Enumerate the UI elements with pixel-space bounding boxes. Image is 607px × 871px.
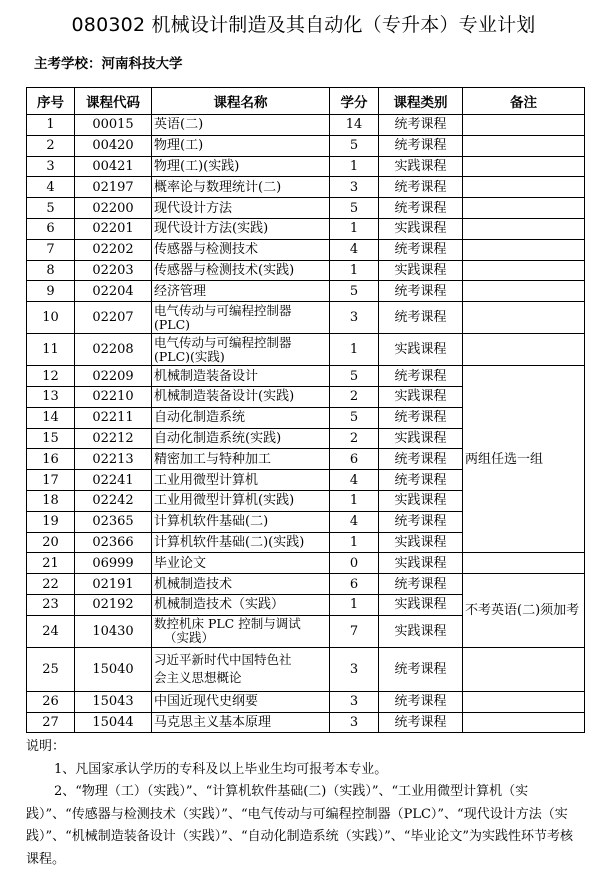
- table-row: [27, 691, 585, 712]
- cell-credit: 1: [330, 532, 379, 553]
- cell-name-line2: (PLC)(实践): [154, 348, 225, 364]
- cell-type: 实践课程: [379, 553, 463, 574]
- cell-no: 9: [27, 281, 75, 302]
- cell-name: 精密加工与特种加工: [152, 449, 330, 470]
- cell-credit: 6: [330, 449, 379, 470]
- cell-name-line2: （实践）: [164, 630, 215, 646]
- cell-code: 02202: [75, 239, 152, 260]
- cell-no: 26: [27, 691, 75, 712]
- header-note: 备注: [463, 88, 585, 115]
- cell-name: 现代设计方法(实践): [152, 218, 330, 239]
- table-row: [27, 218, 585, 239]
- table-row: [27, 553, 585, 574]
- table-row: [27, 334, 585, 366]
- cell-code: 02200: [75, 198, 152, 219]
- cell-name: [152, 302, 330, 334]
- cell-credit: 4: [330, 239, 379, 260]
- note-english-substitute: 不考英语(二)须加考: [463, 574, 585, 648]
- cell-name: 现代设计方法: [152, 198, 330, 219]
- cell-code: 02201: [75, 218, 152, 239]
- cell-note: [463, 553, 585, 574]
- cell-type: 统考课程: [379, 281, 463, 302]
- cell-code: 02207: [75, 302, 152, 334]
- cell-code: 02208: [75, 334, 152, 366]
- cell-type: 统考课程: [379, 511, 463, 532]
- cell-name: [152, 615, 330, 647]
- cell-name-line1: 习近平新时代中国特色社: [154, 652, 292, 668]
- cell-type: 统考课程: [379, 198, 463, 219]
- cell-no: 10: [27, 302, 75, 334]
- cell-code: 02191: [75, 574, 152, 595]
- cell-type: 实践课程: [379, 490, 463, 511]
- cell-no: 7: [27, 239, 75, 260]
- table-row: [27, 135, 585, 156]
- exam-school: 主考学校：河南科技大学: [34, 56, 183, 72]
- cell-code: 10430: [75, 615, 152, 647]
- cell-code: 15044: [75, 712, 152, 733]
- cell-code: 00420: [75, 135, 152, 156]
- cell-type: 实践课程: [379, 594, 463, 615]
- cell-type: 统考课程: [379, 647, 463, 691]
- cell-name-line1: 电气传动与可编程控制器: [154, 334, 292, 350]
- cell-type: 实践课程: [379, 218, 463, 239]
- table-row: [27, 156, 585, 177]
- cell-name: 英语(二): [152, 115, 330, 136]
- cell-credit: 2: [330, 428, 379, 449]
- cell-name: 计算机软件基础(二)(实践): [152, 532, 330, 553]
- cell-type: 统考课程: [379, 135, 463, 156]
- cell-credit: 4: [330, 511, 379, 532]
- cell-note: [463, 239, 585, 260]
- cell-no: 12: [27, 366, 75, 387]
- table-row: [27, 115, 585, 136]
- cell-code: 02366: [75, 532, 152, 553]
- cell-note: [463, 135, 585, 156]
- cell-credit: 14: [330, 115, 379, 136]
- cell-note: [463, 302, 585, 334]
- cell-no: 20: [27, 532, 75, 553]
- cell-credit: 0: [330, 553, 379, 574]
- cell-name: 计算机软件基础(二): [152, 511, 330, 532]
- cell-note: [463, 115, 585, 136]
- note-item-2: 2、“物理（工）（实践）”、“计算机软件基础(二)（实践）”、“工业用微型计算机（实践）”、“传感器与检测技术（实践）”、“电气传动与可编程控制器（PLC）”、“现代设计方法（实践）”、“机械制造装备设计（实践）”、“自动化制造系统（实践）”、“毕业论文”为实践性环节考核课程。: [26, 784, 574, 867]
- cell-note: [463, 647, 585, 691]
- cell-type: 实践课程: [379, 428, 463, 449]
- cell-code: 02365: [75, 511, 152, 532]
- cell-name: 传感器与检测技术(实践): [152, 260, 330, 281]
- page-title: 080302 机械设计制造及其自动化（专升本）专业计划: [71, 14, 536, 36]
- cell-code: 15040: [75, 647, 152, 691]
- cell-no: 25: [27, 647, 75, 691]
- table-header-row: [27, 88, 585, 115]
- cell-no: 22: [27, 574, 75, 595]
- cell-code: 15043: [75, 691, 152, 712]
- cell-no: 19: [27, 511, 75, 532]
- cell-type: 实践课程: [379, 615, 463, 647]
- cell-type: 统考课程: [379, 177, 463, 198]
- cell-code: 02204: [75, 281, 152, 302]
- cell-type: 统考课程: [379, 712, 463, 733]
- cell-name-line2: (PLC): [154, 316, 191, 332]
- cell-name-line1: 电气传动与可编程控制器: [154, 302, 292, 318]
- cell-no: 11: [27, 334, 75, 366]
- cell-credit: 5: [330, 135, 379, 156]
- cell-credit: 1: [330, 218, 379, 239]
- cell-name-line2: 会主义思想概论: [154, 670, 242, 686]
- header-code: 课程代码: [75, 88, 152, 115]
- cell-note: [463, 260, 585, 281]
- cell-name: 自动化制造系统: [152, 407, 330, 428]
- cell-credit: 3: [330, 302, 379, 334]
- cell-note: [463, 281, 585, 302]
- cell-credit: 1: [330, 594, 379, 615]
- cell-name: 传感器与检测技术: [152, 239, 330, 260]
- cell-no: 21: [27, 553, 75, 574]
- cell-name: 中国近现代史纲要: [152, 691, 330, 712]
- cell-code: 02211: [75, 407, 152, 428]
- table-row: [27, 239, 585, 260]
- cell-type: 统考课程: [379, 115, 463, 136]
- table-row: [27, 302, 585, 334]
- cell-no: 18: [27, 490, 75, 511]
- cell-no: 14: [27, 407, 75, 428]
- cell-code: 00421: [75, 156, 152, 177]
- cell-type: 实践课程: [379, 386, 463, 407]
- table-row: [27, 647, 585, 691]
- cell-name: 工业用微型计算机(实践): [152, 490, 330, 511]
- cell-no: 27: [27, 712, 75, 733]
- cell-type: 统考课程: [379, 366, 463, 387]
- cell-code: 02192: [75, 594, 152, 615]
- cell-type: 实践课程: [379, 260, 463, 281]
- course-plan-table: [26, 87, 585, 733]
- cell-no: 16: [27, 449, 75, 470]
- cell-name: 毕业论文: [152, 553, 330, 574]
- cell-no: 17: [27, 470, 75, 491]
- cell-code: 06999: [75, 553, 152, 574]
- cell-name: [152, 647, 330, 691]
- cell-credit: 3: [330, 712, 379, 733]
- cell-no: 23: [27, 594, 75, 615]
- notes-section: [26, 736, 586, 871]
- cell-name: 自动化制造系统(实践): [152, 428, 330, 449]
- cell-type: 统考课程: [379, 302, 463, 334]
- cell-name-line1: 数控机床 PLC 控制与调试: [154, 616, 301, 632]
- header-credit: 学分: [330, 88, 379, 115]
- cell-type: 实践课程: [379, 334, 463, 366]
- cell-name: 机械制造装备设计(实践): [152, 386, 330, 407]
- cell-type: 统考课程: [379, 574, 463, 595]
- cell-code: 02203: [75, 260, 152, 281]
- cell-no: 2: [27, 135, 75, 156]
- table-row: [27, 260, 585, 281]
- cell-credit: 3: [330, 647, 379, 691]
- cell-credit: 5: [330, 366, 379, 387]
- cell-type: 实践课程: [379, 156, 463, 177]
- table-row: [27, 574, 585, 595]
- header-name: 课程名称: [152, 88, 330, 115]
- cell-name: [152, 334, 330, 366]
- cell-type: 统考课程: [379, 239, 463, 260]
- cell-no: 24: [27, 615, 75, 647]
- cell-no: 5: [27, 198, 75, 219]
- table-row: [27, 198, 585, 219]
- cell-credit: 1: [330, 156, 379, 177]
- cell-note: [463, 218, 585, 239]
- cell-credit: 5: [330, 281, 379, 302]
- cell-name: 物理(工)(实践): [152, 156, 330, 177]
- cell-code: 02210: [75, 386, 152, 407]
- cell-code: 02197: [75, 177, 152, 198]
- cell-note: [463, 198, 585, 219]
- cell-no: 1: [27, 115, 75, 136]
- cell-credit: 5: [330, 198, 379, 219]
- cell-type: 实践课程: [379, 532, 463, 553]
- cell-name: 经济管理: [152, 281, 330, 302]
- table-row: [27, 177, 585, 198]
- cell-credit: 6: [330, 574, 379, 595]
- cell-type: 统考课程: [379, 691, 463, 712]
- table-row: [27, 712, 585, 733]
- cell-no: 8: [27, 260, 75, 281]
- cell-credit: 1: [330, 334, 379, 366]
- cell-name: 工业用微型计算机: [152, 470, 330, 491]
- table-row: [27, 366, 585, 387]
- cell-code: 02213: [75, 449, 152, 470]
- cell-credit: 2: [330, 386, 379, 407]
- cell-credit: 1: [330, 260, 379, 281]
- cell-credit: 7: [330, 615, 379, 647]
- cell-no: 4: [27, 177, 75, 198]
- cell-note: [463, 712, 585, 733]
- cell-note: [463, 691, 585, 712]
- cell-code: 02241: [75, 470, 152, 491]
- notes-heading: 说明：: [26, 739, 66, 754]
- cell-credit: 1: [330, 490, 379, 511]
- note-optional-group: 两组任选一组: [463, 366, 585, 553]
- cell-no: 15: [27, 428, 75, 449]
- cell-code: 02242: [75, 490, 152, 511]
- cell-credit: 3: [330, 691, 379, 712]
- cell-no: 13: [27, 386, 75, 407]
- cell-type: 统考课程: [379, 470, 463, 491]
- cell-type: 统考课程: [379, 449, 463, 470]
- cell-note: [463, 177, 585, 198]
- cell-no: 3: [27, 156, 75, 177]
- cell-name: 机械制造装备设计: [152, 366, 330, 387]
- cell-name: 概率论与数理统计(二): [152, 177, 330, 198]
- cell-code: 02209: [75, 366, 152, 387]
- cell-credit: 5: [330, 407, 379, 428]
- cell-code: 00015: [75, 115, 152, 136]
- cell-credit: 3: [330, 177, 379, 198]
- cell-credit: 4: [330, 470, 379, 491]
- table-row: [27, 281, 585, 302]
- note-item-1: 1、凡国家承认学历的专科及以上毕业生均可报考本专业。: [54, 761, 388, 777]
- cell-name: 物理(工): [152, 135, 330, 156]
- cell-no: 6: [27, 218, 75, 239]
- cell-name: 机械制造技术: [152, 574, 330, 595]
- cell-name: 马克思主义基本原理: [152, 712, 330, 733]
- cell-note: [463, 156, 585, 177]
- header-type: 课程类别: [379, 88, 463, 115]
- cell-note: [463, 334, 585, 366]
- cell-name: 机械制造技术（实践）: [152, 594, 330, 615]
- cell-type: 统考课程: [379, 407, 463, 428]
- header-no: 序号: [27, 88, 75, 115]
- cell-code: 02212: [75, 428, 152, 449]
